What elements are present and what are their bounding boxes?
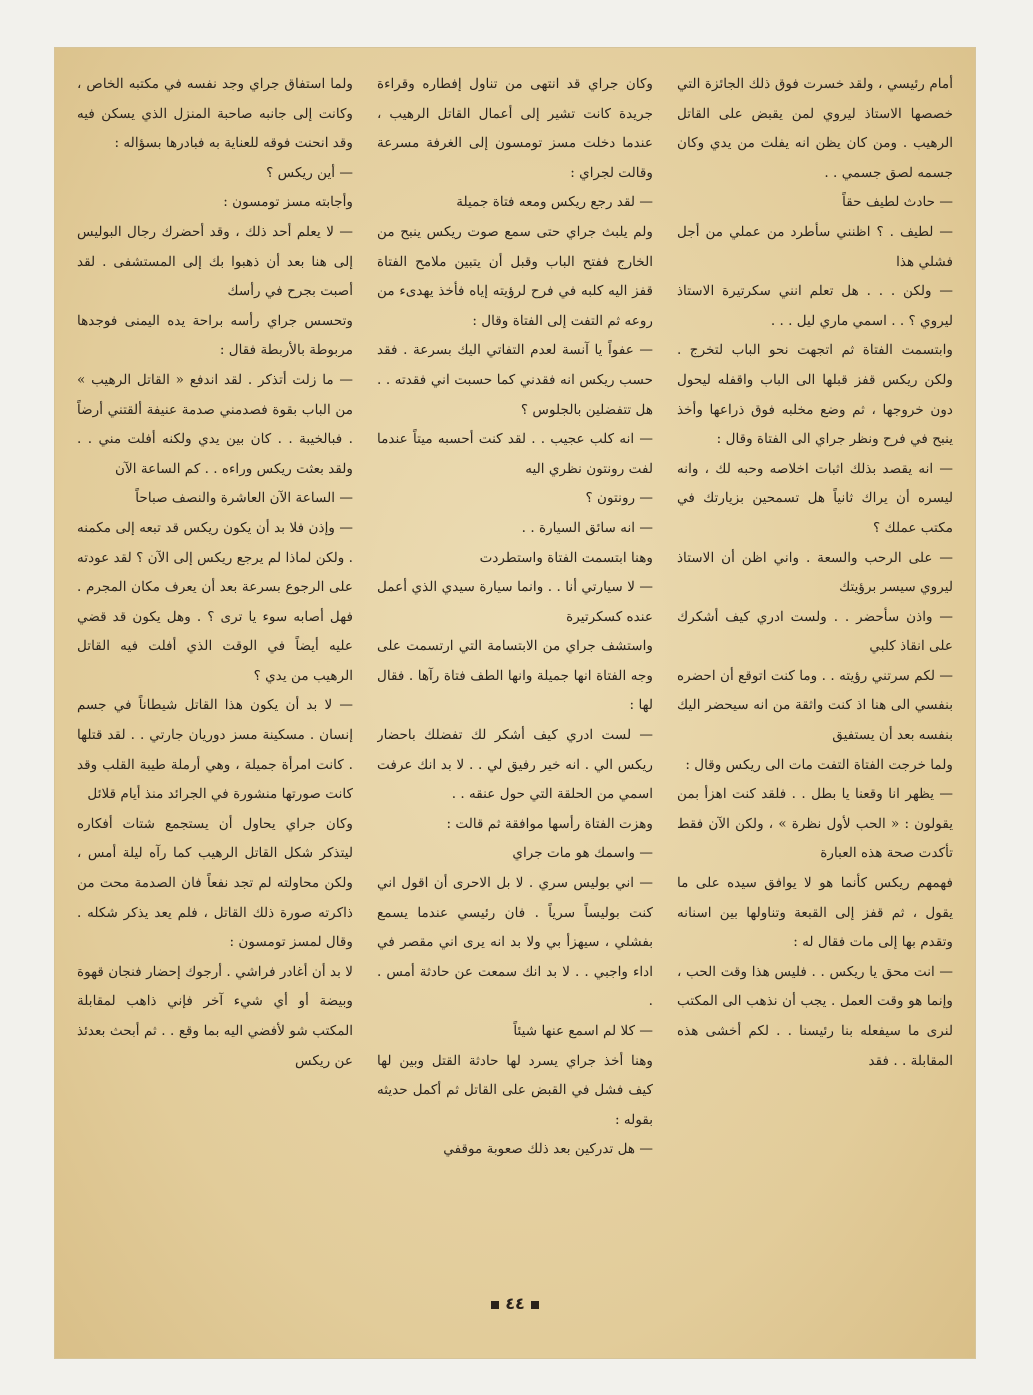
paragraph: واستشف جراي من الابتسامة التي ارتسمت على وجه الفتاة انها جميلة وانها الطف فتاة رآها . فقال لها : (377, 638, 653, 714)
paragraph: — لطيف . ؟ اظنني سأطرد من عملي من أجل فشلي هذا (677, 223, 953, 270)
paragraph: وهزت الفتاة رأسها موافقة ثم قالت : (446, 815, 653, 832)
paragraph: — كلا لم اسمع عنها شيئاً (513, 1023, 653, 1039)
paragraph: — أين ريكس ؟ (266, 164, 353, 181)
paragraph: — حادث لطيف حقاً (842, 194, 953, 211)
paragraph: فهمهم ريكس كأنما هو لا يوافق سيده على ما يقول ، ثم قفز إلى القبعة وتناولها بين اسنانه وتقدم بها إلى مات فقال له : (677, 875, 953, 951)
paragraph: — رونتون ؟ (585, 490, 653, 507)
paragraph: ولما استفاق جراي وجد نفسه في مكتبه الخاص ، وكانت إلى جانبه صاحبة المنزل الذي يسكن فيه وقد انحنت فوقه للعناية به فبادرها بسؤاله : (77, 76, 353, 152)
paragraph: — انه كلب عجيب . . لقد كنت أحسبه ميتاً عندما لفت رونتون نظري اليه (377, 431, 653, 477)
paragraph: — لكم سرتني رؤيته . . وما كنت اتوقع أن احضره بنفسي الى هنا اذ كنت واثقة من انه سيحضر اليك بنفسه بعد أن يستفيق (677, 667, 953, 744)
magazine-page (55, 48, 975, 1358)
page-number: ٤٤ (505, 1294, 525, 1313)
paragraph: — وإذن فلا بد أن يكون ريكس قد تبعه إلى مكمنه . ولكن لماذا لم يرجع ريكس إلى الآن ؟ لقد عودته على الرجوع بسرعة بعد أن يعرف مكان المجرم . فهل أصابه سوء يا ترى ؟ . وهل يكون قد قضي عليه أيضاً في الوقت الذي أفلت فيه القاتل الرهيب من يدي ؟ (77, 519, 353, 684)
paragraph: ولم يلبث جراي حتى سمع صوت ريكس ينبح من الخارج ففتح الباب وقبل أن يتبين ملامح الفتاة قفز اليه كلبه في فرح لرؤيته إياه فأخذ يهدىء من روعه ثم التفت إلى الفتاة وقال : (377, 223, 653, 329)
paragraph: — لا يعلم أحد ذلك ، وقد أحضرك رجال البوليس إلى هنا بعد أن ذهبوا بك إلى المستشفى . لقد أصبت بجرح في رأسك (77, 223, 353, 300)
paragraph: لا بد أن أغادر فراشي . أرجوك إحضار فنجان قهوة وبيضة أو أي شيء آخر فإني ذاهب لمقابلة المكتب شو لأفضي اليه بما وقع . . ثم أبحث بعدئذ عن ريكس (77, 963, 353, 1069)
paragraph: وهنا أخذ جراي يسرد لها حادثة القتل وبين لها كيف فشل في القبض على القاتل ثم أكمل حديثه بقوله : (377, 1052, 653, 1128)
paragraph: — ولكن . . . هل تعلم انني سكرتيرة الاستاذ ليروي ؟ . . اسمي ماري ليل . . . (677, 283, 953, 329)
page-footer (55, 1294, 975, 1313)
paragraph: — يظهر انا وقعنا يا بطل . . فلقد كنت اهزأ بمن يقولون : « الحب لأول نظرة » ، ولكن الآن فقط تأكدت صحة هذه العبارة (677, 786, 953, 862)
paragraph: وأجابته مسز تومسون : (223, 194, 353, 211)
paragraph: — انه سائق السيارة . . (521, 519, 653, 536)
paragraph: — واذن سأحضر . . ولست ادري كيف أشكرك على انقاذ كلبي (677, 608, 953, 655)
paragraph: — عفواً يا آنسة لعدم التفاتي اليك بسرعة . فقد حسب ريكس انه فقدني كما حسبت اني فقدته . . هل تتفضلين بالجلوس ؟ (377, 342, 653, 418)
paragraph: أمام رئيسي ، ولقد خسرت فوق ذلك الجائزة التي خصصها الاستاذ ليروي لمن يقبض على القاتل الرهيب . ومن كان يظن انه يفلت من يدي وكان جسمه لصق جسمي . . (677, 76, 953, 181)
paragraph: وتحسس جراي رأسه براحة يده اليمنى فوجدها مربوطة بالأربطة فقال : (77, 312, 353, 359)
paragraph: — واسمك هو مات جراي (512, 845, 653, 862)
square-bullet-icon (491, 1301, 499, 1309)
column-right (77, 70, 353, 1270)
paragraph: — ما زلت أتذكر . لقد اندفع « القاتل الرهيب » من الباب بقوة فصدمني صدمة عنيفة ألقتني أرضاً . فبالخيبة . . كان بين يدي ولكنه أفلت مني . . ولقد بعثت ريكس وراءه . . كم الساعة الآن (77, 371, 353, 477)
paragraph: — انت محق يا ريكس . . فليس هذا وقت الحب ، وإنما هو وقت العمل . يجب أن نذهب الى المكتب لنرى ما سيفعله بنا رئيسنا . . لكم أخشى هذه المقابلة . . فقد (677, 963, 953, 1069)
paragraph: وهنا ابتسمت الفتاة واستطردت (479, 549, 653, 566)
paragraph: — لقد رجع ريكس ومعه فتاة جميلة (456, 194, 653, 211)
paragraph: — لست ادري كيف أشكر لك تفضلك باحضار ريكس الي . انه خير رفيق لي . . لا بد انك عرفت اسمي من الحلقة التي حول عنقه . . (377, 727, 653, 803)
paragraph: — اني بوليس سري . لا بل الاحرى أن اقول اني كنت بوليساً سرياً . فان رئيسي عندما يسمع بفشلي ، سيهزأ بي ولا بد انه يرى اني مقصر في اداء واجبي . . لا بد انك سمعت عن حادثة أمس . . (377, 875, 653, 1010)
paragraph: — لا بد أن يكون هذا القاتل شيطاناً في جسم إنسان . مسكينة مسز دوريان جارتي . . لقد قتلها . كانت امرأة جميلة ، وهي أرملة طيبة القلب وقد كانت صورتها منشورة في الجرائد منذ أيام قلائل (77, 697, 353, 803)
paragraph: وابتسمت الفتاة ثم اتجهت نحو الباب لتخرج . ولكن ريكس قفز قبلها الى الباب واقفله ليحول دون خروجها ، ثم وضع مخلبه فوق ذراعها وأخذ ينبح في فرح ونظر جراي الى الفتاة وقال : (677, 342, 953, 448)
paragraph: وكان جراي يحاول أن يستجمع شتات أفكاره ليتذكر شكل القاتل الرهيب كما رآه ليلة أمس ، ولكن محاولته لم تجد نفعاً فان الصدمة محت من ذاكرته صورة ذلك القاتل ، فلم يعد يذكر شكله . وقال لمسز تومسون : (77, 815, 353, 951)
paragraph: وكان جراي قد انتهى من تناول إفطاره وقراءة جريدة كانت تشير إلى أعمال القاتل الرهيب ، عندما دخلت مسز تومسون إلى الغرفة مسرعة وقالت لجراي : (377, 76, 653, 181)
paragraph: — لا سيارتي أنا . . وانما سيارة سيدي الذي أعمل عنده كسكرتيرة (377, 579, 653, 625)
column-middle (377, 70, 653, 1270)
column-left (677, 70, 953, 1270)
paragraph: — انه يقصد بذلك اثبات اخلاصه وحبه لك ، وانه ليسره أن يراك ثانياً هل تسمحين بزيارتك في مكتب عملك ؟ (677, 460, 953, 536)
paragraph: — الساعة الآن العاشرة والنصف صباحاً (135, 490, 353, 507)
paragraph: — على الرحب والسعة . واني اظن أن الاستاذ ليروي سيسر برؤيتك (677, 549, 953, 596)
paragraph: ولما خرجت الفتاة التفت مات الى ريكس وقال : (685, 756, 953, 773)
text-columns (77, 70, 953, 1270)
paragraph: — هل تدركين بعد ذلك صعوبة موقفي (443, 1141, 653, 1158)
square-bullet-icon (531, 1301, 539, 1309)
